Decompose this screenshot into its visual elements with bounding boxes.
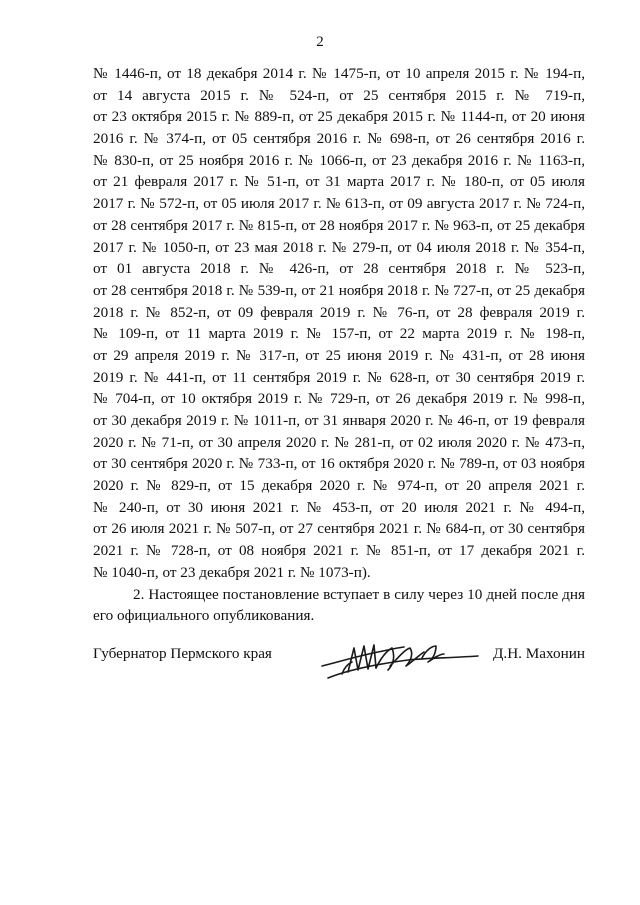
signatory-name: Д.Н. Махонин: [493, 645, 585, 662]
signature-block: [93, 636, 585, 696]
body-line: от 26 июля 2021 г. № 507-п, от 27 сентября 2021 г. № 684-п, от 30 сентября: [93, 520, 585, 538]
body-line: № 109-п, от 11 марта 2019 г. № 157-п, от 22 марта 2019 г. № 198-п,: [93, 325, 585, 343]
body-line: 2018 г. № 852-п, от 09 февраля 2019 г. № 76-п, от 28 февраля 2019 г.: [93, 303, 585, 321]
body-line: от 29 апреля 2019 г. № 317-п, от 25 июня 2019 г. № 431-п, от 28 июня: [93, 346, 585, 364]
paragraph-2-line: его официального опубликования.: [93, 607, 315, 625]
handwritten-signature: [318, 636, 483, 684]
body-line: 2017 г. № 572-п, от 05 июля 2017 г. № 613-п, от 09 августа 2017 г. № 724-п,: [93, 195, 585, 213]
body-line: от 30 декабря 2019 г. № 1011-п, от 31 января 2020 г. № 46-п, от 19 февраля: [93, 412, 585, 429]
body-line: № 240-п, от 30 июня 2021 г. № 453-п, от 20 июля 2021 г. № 494-п,: [93, 498, 585, 516]
body-line: 2021 г. № 728-п, от 08 ноября 2021 г. № 851-п, от 17 декабря 2021 г.: [93, 542, 585, 560]
body-line: № 1446-п, от 18 декабря 2014 г. № 1475-п, от 10 апреля 2015 г. № 194-п,: [93, 65, 585, 82]
body-line: от 28 сентября 2017 г. № 815-п, от 28 ноября 2017 г. № 963-п, от 25 декабря: [93, 216, 585, 234]
body-line: № 704-п, от 10 октября 2019 г. № 729-п, от 26 декабря 2019 г. № 998-п,: [93, 390, 585, 408]
body-line: 2017 г. № 1050-п, от 23 мая 2018 г. № 279-п, от 04 июля 2018 г. № 354-п,: [93, 238, 585, 256]
body-line: от 21 февраля 2017 г. № 51-п, от 31 марта 2017 г. № 180-п, от 05 июля: [93, 173, 585, 191]
body-line: 2016 г. № 374-п, от 05 сентября 2016 г. № 698-п, от 26 сентября 2016 г.: [93, 130, 585, 148]
signatory-position: Губернатор Пермского края: [93, 645, 272, 662]
page-number: 2: [316, 34, 324, 50]
paragraph-2-line: 2. Настоящее постановление вступает в силу через 10 дней после дня: [133, 585, 585, 603]
body-line: от 01 августа 2018 г. № 426-п, от 28 сентября 2018 г. № 523-п,: [93, 260, 585, 278]
body-line: от 30 сентября 2020 г. № 733-п, от 16 октября 2020 г. № 789-п, от 03 ноября: [93, 455, 585, 473]
body-line: 2019 г. № 441-п, от 11 сентября 2019 г. № 628-п, от 30 сентября 2019 г.: [93, 368, 585, 386]
body-line: от 23 октября 2015 г. № 889-п, от 25 декабря 2015 г. № 1144-п, от 20 июня: [93, 108, 585, 126]
body-line: 2020 г. № 71-п, от 30 апреля 2020 г. № 281-п, от 02 июля 2020 г. № 473-п,: [93, 433, 585, 451]
body-line: № 1040-п, от 23 декабря 2021 г. № 1073-п).: [93, 563, 371, 581]
body-line: от 14 августа 2015 г. № 524-п, от 25 сентября 2015 г. № 719-п,: [93, 86, 585, 104]
body-line: 2020 г. № 829-п, от 15 декабря 2020 г. № 974-п, от 20 апреля 2021 г.: [93, 477, 585, 495]
body-line: № 830-п, от 25 ноября 2016 г. № 1066-п, от 23 декабря 2016 г. № 1163-п,: [93, 151, 585, 169]
body-line: от 28 сентября 2018 г. № 539-п, от 21 ноября 2018 г. № 727-п, от 25 декабря: [93, 281, 585, 299]
document-body: [93, 63, 585, 627]
